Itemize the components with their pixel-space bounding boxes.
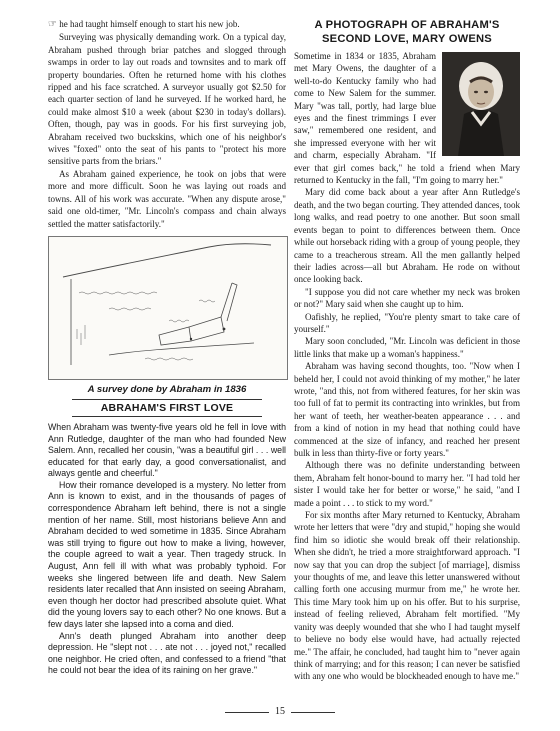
mary-paragraph-2: Mary did come back about a year after Ann Rutledge's death, and the two began courting. They attended dances, took long walks, and read poetry to one another. But soon small events began to point to differences between them. Once while out horseback riding with a group of young people, they came to a treacherous stream. All the men gallantly helped their ladies across—all but Abraham. He rode on without once looking back. (294, 187, 520, 285)
survey-map-image (48, 236, 288, 380)
first-love-paragraph-3: Ann's death plunged Abraham into another deep depression. He "slept not . . . ate not . . . joyed not," recalled one neighbor. He cried often, and confessed to a friend "that he could not bear the idea of its raining on her grave." (48, 630, 286, 676)
mary-paragraph-5: Mary soon concluded, "Mr. Lincoln was deficient in those little links that make up a woman's happiness." (294, 336, 520, 359)
page-number: 15 (271, 706, 289, 717)
left-paragraph-1: Surveying was physically demanding work. On a typical day, Abraham pushed through briar patches and slogged through swamps in order to lay out roads and townsites and to mark off property boundaries. Often he returned home with his clothes ripped and his face scratched. A surveyor usually got $2.50 for each quarter section of land he surveyed. If he worked hard, he could make almost $10 a week (about $230 in today's dollars). Often, though, pay was in goods. For his first surveying job, Abraham received two buckskins, which one of his neighbor's wives "foxed" onto the seat of his pants to "protect his more sensitive parts from the briars." (48, 32, 286, 167)
sidebar-heading-mary-owens: A PHOTOGRAPH OF ABRAHAM'S SECOND LOVE, MARY OWENS (314, 19, 500, 45)
portrait-drawing (442, 52, 520, 156)
mary-owens-portrait-photo (442, 52, 520, 156)
right-column (294, 18, 520, 683)
mary-paragraph-1: Sometime in 1834 or 1835, Abraham met Mary Owens, the daughter of a well-to-do Kentucky family who had come to New Salem for the summer. Mary "was tall, portly, had large blue eyes and the finest trimmings I ever saw," remembered one resident, and she impressed everyone with her wit and charm, especially Abraham. "If ever that girl comes back," he told a friend when Mary returned to Kentucky in the fall, "I'm going to marry her." (294, 51, 520, 186)
mary-paragraph-3: "I suppose you did not care whether my neck was broken or not?" Mary said when she caught up to him. (294, 286, 520, 310)
pointing-hand-icon: ☞ (48, 19, 57, 30)
mary-paragraph-4: Oafishly, he replied, "You're plenty smart to take care of yourself." (294, 311, 520, 334)
first-love-section (48, 422, 286, 677)
section-heading-first-love: ABRAHAM'S FIRST LOVE (72, 399, 262, 417)
page-footer (0, 706, 560, 717)
mary-paragraph-7: Although there was no definite understanding between them, Abraham felt honor-bound to marry her. "I had told her sister I would take her for better or worse," he said, "and I made a point . . . to stick to my word." (294, 460, 520, 508)
first-love-paragraph-1: When Abraham was twenty-five years old he fell in love with Ann Rutledge, daughter of the man who had founded New Salem. Ann, recalled her cousin, "was a beautiful girl . . . well educated for that early day, a good conversationalist, and always gentle and cheerful." (48, 421, 286, 479)
left-paragraph-0-text: he had taught himself enough to start his new job. (59, 19, 240, 29)
map-caption: A survey done by Abraham in 1836 (87, 383, 247, 395)
mary-paragraph-8: For six months after Mary returned to Kentucky, Abraham wrote her letters that were "dry and stupid," hoping she would find him so idiotic she would break off their relationship. When she didn't, he tried a more straightforward approach. "I now say that you can drop the subject [of marriage], dismiss your thoughts of me, and leave this letter unanswered without calling forth one accusing murmur from me," he wrote her. This time Mary took him up on his offer. But to his surprise, instead of feeling relieved, Abraham felt mortified. "My vanity was deeply wounded that she who I had taught myself to believe no body else would have, had actually rejected me." The affair, he concluded, had taught him to "never again think of marrying; and for this reason; I can never be satisfied with any one who would be blockheaded enough to have me." (294, 510, 520, 682)
left-paragraph-0 (48, 18, 286, 31)
footer-rule-right (291, 712, 335, 713)
mary-paragraph-6: Abraham was having second thoughts, too. "Now when I beheld her, I could not avoid thinking of my mother," he later wrote, "and this, not from withered features, for her skin was too full of fat to permit its contracting into wrinkles, but from her want of teeth, her weather-beaten appearance . . . and from a kind of notion in my head that nothing could have commenced at the size of infancy, and reached her present bulk in less than thirty-five or forty years." (294, 361, 520, 458)
footer-rule-left (225, 712, 269, 713)
left-paragraph-2: As Abraham gained experience, he took on jobs that were more and more difficult. Soon he was laying out roads and towns. All of his work was accurate. "When any dispute arose," said one old-timer, "Mr. Lincoln's compass and chain always settled the matter satisfactorily." (48, 168, 286, 229)
first-love-paragraph-2: How their romance developed is a mystery. No letter from Ann is known to exist, and in the thousands of pages of correspondence Abraham left behind, there is not a single mention of her name. Still, most historians believe Ann and Abraham decided to wed sometime in 1835. Since Abraham was still trying to figure out how to make a living, however, the couple agreed to wait a year. Then tragedy struck. In August, Ann fell ill with what was probably typhoid. For weeks she lingered between life and death. New Salem residents later recalled that Ann insisted on seeing Abraham, even though her doctor had prescribed absolute quiet. What did the young lovers say to each other? No one knows. But a few days later she lapsed into a coma and died. (48, 479, 286, 629)
left-column (48, 18, 286, 677)
survey-map-drawing (49, 237, 287, 379)
